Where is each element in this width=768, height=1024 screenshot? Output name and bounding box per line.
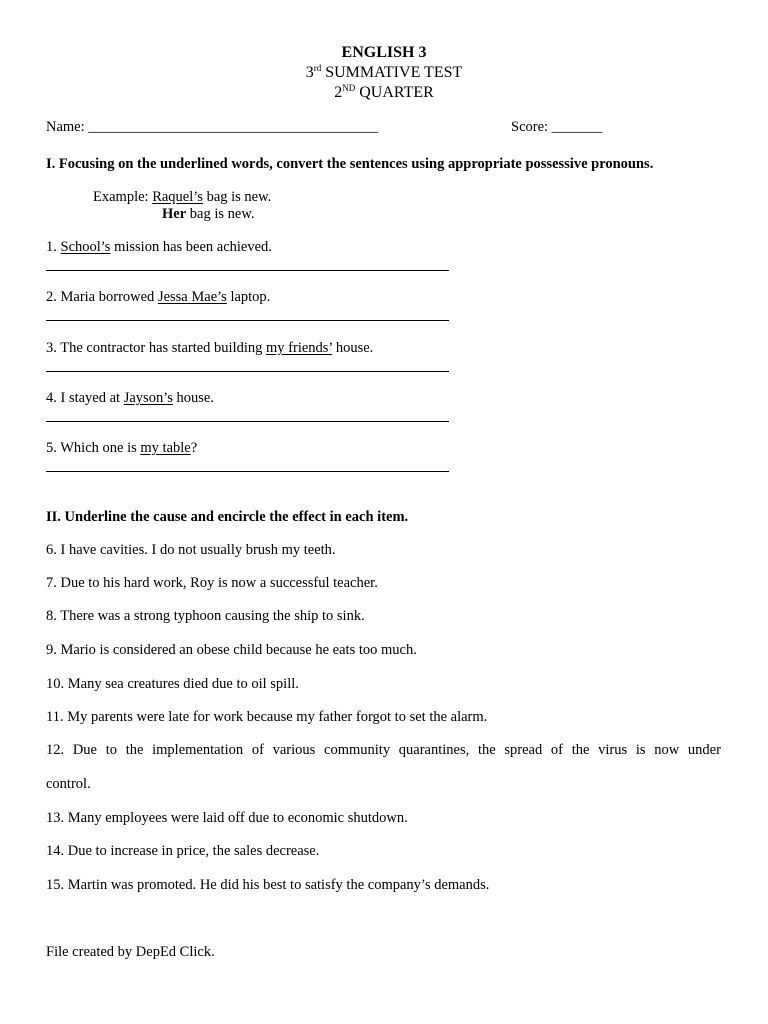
item-12-word: 12. <box>46 742 65 758</box>
item-10: 10. Many sea creatures died due to oil spill. <box>46 676 299 692</box>
name-field[interactable]: Name: ________________________________________ <box>46 119 379 135</box>
answer-line-1[interactable] <box>46 270 449 271</box>
score-field[interactable]: Score: _______ <box>511 119 603 135</box>
item-12-word: of <box>550 742 564 758</box>
item-12-word: the <box>125 742 144 758</box>
item-9: 9. Mario is considered an obese child because he eats too much. <box>46 642 417 658</box>
item-6: 6. I have cavities. I do not usually brush my teeth. <box>46 542 336 558</box>
item-11: 11. My parents were late for work because my father forgot to set the alarm. <box>46 709 488 725</box>
item-4: 4. I stayed at Jayson’s house. <box>46 390 214 406</box>
example-answer: Her bag is new. <box>162 206 255 222</box>
item-3: 3. The contractor has started building my friends’ house. <box>46 340 374 356</box>
footer-credit: File created by DepEd Click. <box>46 944 215 960</box>
item-12-word: quarantines, <box>398 742 470 758</box>
item-12-word: Due <box>72 742 97 758</box>
item-12-word: of <box>251 742 264 758</box>
item-12 <box>46 742 721 759</box>
item-12-word: the <box>477 742 496 758</box>
answer-line-2[interactable] <box>46 320 449 321</box>
item-12-continued: control. <box>46 776 91 792</box>
answer-line-5[interactable] <box>46 471 449 472</box>
item-1: 1. School’s mission has been achieved. <box>46 239 272 255</box>
item-7: 7. Due to his hard work, Roy is now a successful teacher. <box>46 575 378 591</box>
example-line: Example: Raquel’s bag is new. <box>93 189 272 205</box>
item-12-word: the <box>571 742 590 758</box>
item-8: 8. There was a strong typhoon causing the ship to sink. <box>46 608 365 624</box>
test-title: ENGLISH 3 <box>341 44 427 61</box>
item-12-word: spread <box>504 742 543 758</box>
item-12-word: implementation <box>152 742 244 758</box>
item-12-word: community <box>324 742 391 758</box>
item-12-word: to <box>105 742 117 758</box>
item-14: 14. Due to increase in price, the sales decrease. <box>46 843 320 859</box>
item-12-word: various <box>272 742 316 758</box>
section2-heading: II. Underline the cause and encircle the effect in each item. <box>46 509 409 525</box>
answer-line-4[interactable] <box>46 421 449 422</box>
item-12-word: virus <box>598 742 628 758</box>
test-subtitle: 3rd SUMMATIVE TEST <box>305 63 463 81</box>
item-5: 5. Which one is my table? <box>46 440 198 456</box>
answer-line-3[interactable] <box>46 371 449 372</box>
item-15: 15. Martin was promoted. He did his best to satisfy the company’s demands. <box>46 877 490 893</box>
item-12-word: now <box>654 742 680 758</box>
item-2: 2. Maria borrowed Jessa Mae’s laptop. <box>46 289 271 305</box>
item-12-word: under <box>687 742 721 758</box>
item-13: 13. Many employees were laid off due to economic shutdown. <box>46 810 408 826</box>
test-quarter: 2ND QUARTER <box>334 83 434 101</box>
section1-heading: I. Focusing on the underlined words, convert the sentences using appropriate possessive pronouns. <box>46 156 654 172</box>
item-12-word: is <box>635 742 646 758</box>
